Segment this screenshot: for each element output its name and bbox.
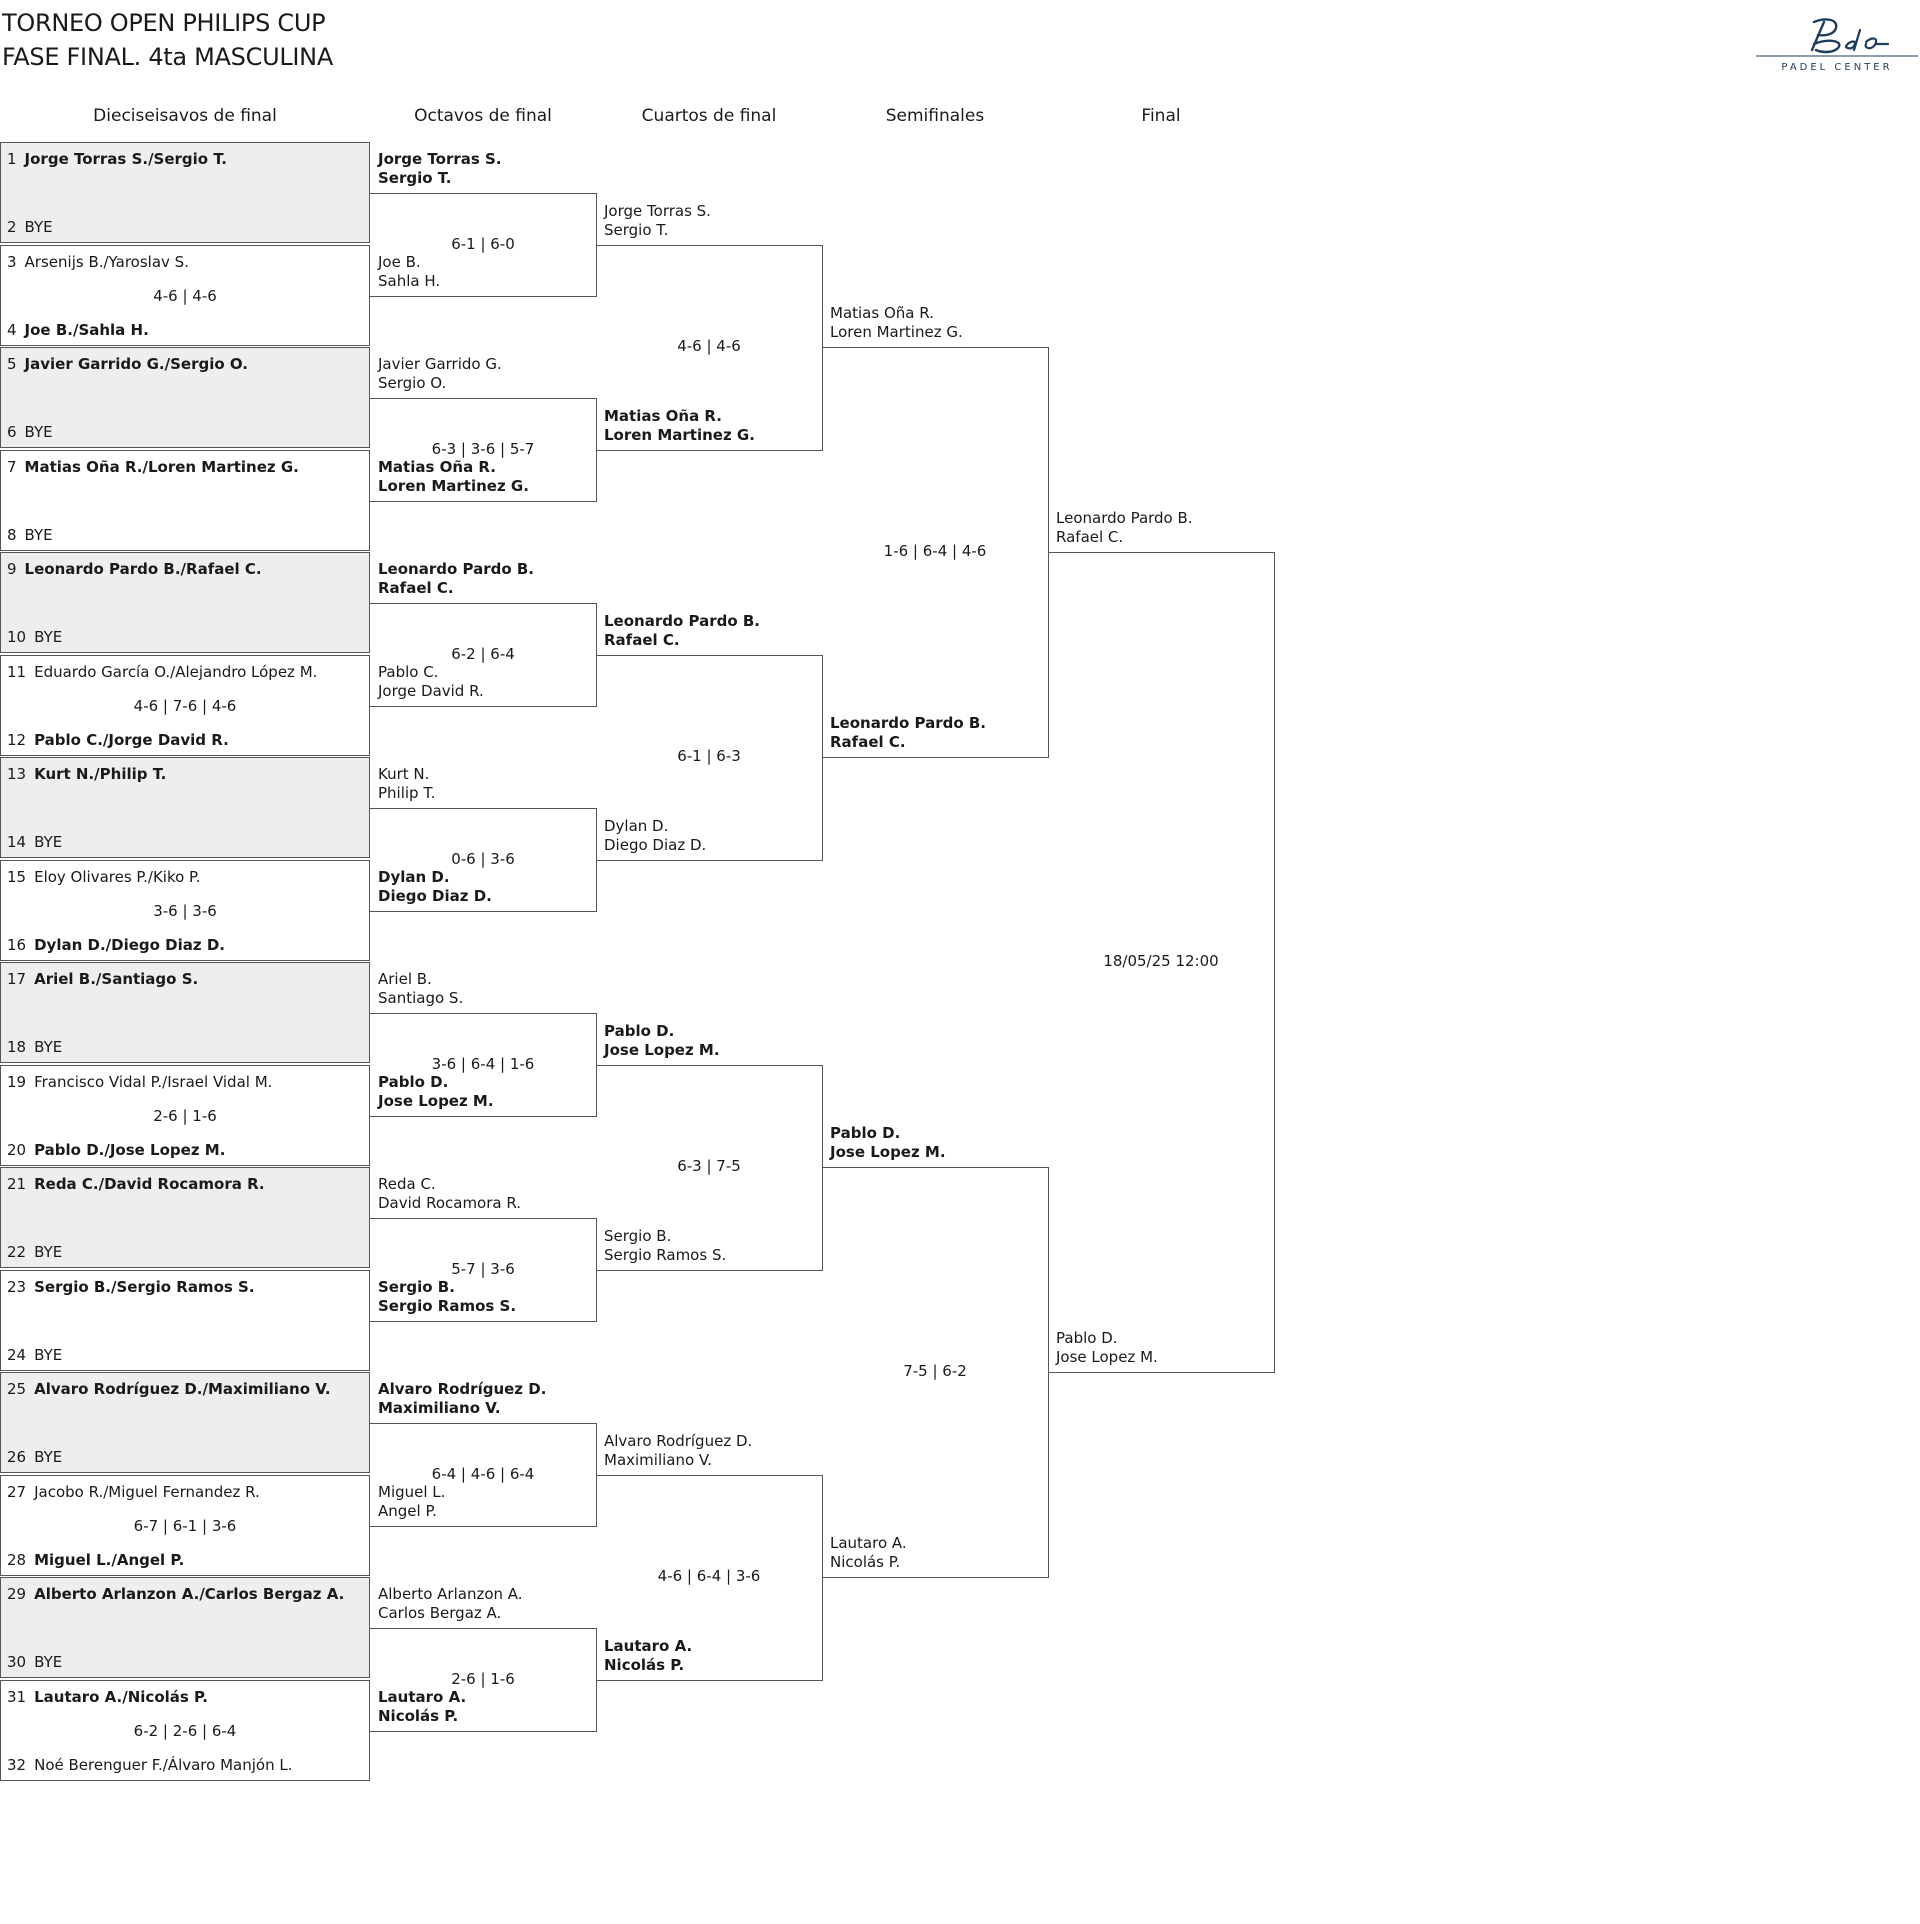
round-header-sf: Semifinales <box>885 106 985 126</box>
player-name: Sergio B. <box>604 1226 672 1245</box>
entry-row <box>7 150 227 168</box>
bracket-line <box>822 1577 1048 1578</box>
match-score: 0-6 | 3-6 <box>451 849 515 868</box>
team-name: Alberto Arlanzon A./Carlos Bergaz A. <box>34 1585 345 1603</box>
seed-number: 24 <box>7 1345 27 1364</box>
team-pair <box>604 202 711 240</box>
match-score: 3-6 | 6-4 | 1-6 <box>431 1054 535 1073</box>
team-pair <box>1056 509 1193 547</box>
player-name: Matias Oña R. <box>830 304 934 322</box>
team-pair <box>378 765 436 803</box>
seed-number: 32 <box>7 1755 27 1774</box>
player-name: Pablo D. <box>378 1072 449 1091</box>
bracket-connector <box>1274 552 1275 1373</box>
player-name: Leonardo Pardo B. <box>604 611 761 630</box>
team-name: Javier Garrido G./Sergio O. <box>24 355 248 373</box>
player-name: Miguel L. <box>378 1482 446 1501</box>
player-name: Rafael C. <box>604 630 680 649</box>
match-score: 5-7 | 3-6 <box>451 1259 515 1278</box>
round-header-r16: Octavos de final <box>414 106 552 126</box>
player-name: Sergio T. <box>378 169 452 188</box>
entry-row <box>7 355 248 373</box>
bracket-line <box>370 1321 596 1322</box>
entry-row <box>7 833 62 851</box>
match-score: 3-6 | 3-6 <box>153 901 217 920</box>
entry-row <box>7 1653 62 1671</box>
match-score: 7-5 | 6-2 <box>903 1362 967 1380</box>
player-name: Loren Martinez G. <box>378 476 529 495</box>
seed-number: 31 <box>7 1687 27 1706</box>
bracket-line <box>370 911 596 912</box>
team-name: Arsenijs B./Yaroslav S. <box>24 252 189 271</box>
entry-row <box>7 1551 184 1569</box>
entry-row <box>7 1483 260 1501</box>
seed-number: 6 <box>7 423 17 441</box>
player-name: Alberto Arlanzon A. <box>378 1585 523 1604</box>
player-name: Sahla H. <box>378 271 441 290</box>
seed-number: 25 <box>7 1380 27 1398</box>
entry-row <box>7 1448 62 1466</box>
player-name: Alvaro Rodríguez D. <box>604 1431 753 1450</box>
player-name: Sergio Ramos S. <box>378 1296 517 1315</box>
team-name: Alvaro Rodríguez D./Maximiliano V. <box>34 1380 331 1398</box>
bracket-line <box>370 1526 596 1527</box>
player-name: Santiago S. <box>378 989 464 1008</box>
seed-number: 4 <box>7 320 17 339</box>
team-name: Eloy Olivares P./Kiko P. <box>34 867 201 886</box>
player-name: Joe B. <box>378 252 421 271</box>
bracket-line <box>596 245 822 246</box>
player-name: Jose Lopez M. <box>378 1091 494 1110</box>
entry-row <box>7 560 262 578</box>
entry-row <box>7 1175 265 1193</box>
entry-row <box>7 1038 62 1056</box>
entry-row <box>7 458 299 476</box>
team-pair <box>378 1073 494 1111</box>
bracket-line <box>596 1270 822 1271</box>
team-name: Dylan D./Diego Diaz D. <box>34 935 225 954</box>
bracket-line <box>370 1423 596 1424</box>
match-score: 6-1 | 6-3 <box>677 747 741 765</box>
seed-number: 18 <box>7 1038 27 1056</box>
team-pair <box>830 304 963 342</box>
player-name: Jorge Torras S. <box>604 201 711 220</box>
player-name: Alvaro Rodríguez D. <box>378 1380 547 1399</box>
player-name: Javier Garrido G. <box>378 355 502 374</box>
seed-number: 30 <box>7 1653 27 1671</box>
team-name: BYE <box>34 1038 63 1056</box>
team-name: Jacobo R./Miguel Fernandez R. <box>34 1482 260 1501</box>
team-name: Reda C./David Rocamora R. <box>34 1175 265 1193</box>
team-name: BYE <box>34 1653 63 1671</box>
player-name: Maximiliano V. <box>604 1450 713 1469</box>
team-pair <box>378 663 484 701</box>
bracket-line <box>370 1731 596 1732</box>
team-name: Kurt N./Philip T. <box>34 765 167 783</box>
match-score: 6-2 | 2-6 | 6-4 <box>133 1721 237 1740</box>
player-name: David Rocamora R. <box>378 1194 522 1213</box>
team-pair <box>604 1227 726 1265</box>
player-name: Loren Martinez G. <box>830 323 963 341</box>
seed-number: 20 <box>7 1140 27 1159</box>
round-header-qf: Cuartos de final <box>641 106 777 126</box>
team-name: Francisco Vidal P./Israel Vidal M. <box>34 1072 273 1091</box>
team-pair <box>378 150 502 188</box>
team-name: BYE <box>24 525 53 544</box>
entry-row <box>7 1073 272 1091</box>
bracket-line <box>596 1065 822 1066</box>
team-pair <box>830 1124 946 1162</box>
entry-row <box>7 218 53 236</box>
team-pair <box>604 817 706 855</box>
entry-row <box>7 868 201 886</box>
team-pair <box>604 1022 720 1060</box>
team-name: BYE <box>34 1345 63 1364</box>
team-name: Leonardo Pardo B./Rafael C. <box>24 560 262 578</box>
padel-center-logo <box>1754 8 1920 78</box>
team-pair <box>378 970 463 1008</box>
player-name: Jose Lopez M. <box>1056 1348 1158 1366</box>
seed-number: 7 <box>7 457 17 476</box>
seed-number: 2 <box>7 218 17 236</box>
bracket-line <box>370 706 596 707</box>
team-pair <box>378 355 502 393</box>
bracket-line <box>370 1628 596 1629</box>
entry-row <box>7 628 62 646</box>
seed-number: 22 <box>7 1243 27 1261</box>
entry-row <box>7 1278 255 1296</box>
team-pair <box>378 1483 445 1521</box>
team-name: BYE <box>24 218 53 236</box>
entry-row <box>7 1141 225 1159</box>
player-name: Leonardo Pardo B. <box>378 560 535 579</box>
seed-number: 5 <box>7 355 17 373</box>
seed-number: 3 <box>7 252 17 271</box>
player-name: Jose Lopez M. <box>604 1040 720 1059</box>
player-name: Jorge David R. <box>378 681 484 700</box>
team-pair <box>378 1278 516 1316</box>
team-pair <box>604 612 760 650</box>
bracket-line <box>370 603 596 604</box>
team-pair <box>378 1380 546 1418</box>
entry-row <box>7 423 53 441</box>
player-name: Lautaro A. <box>604 1636 693 1655</box>
team-name: Jorge Torras S./Sergio T. <box>24 150 227 168</box>
match-score: 6-7 | 6-1 | 3-6 <box>133 1516 237 1535</box>
team-name: Noé Berenguer F./Álvaro Manjón L. <box>34 1755 293 1774</box>
player-name: Jorge Torras S. <box>378 150 502 169</box>
bracket-line <box>370 1218 596 1219</box>
team-pair <box>604 1637 692 1675</box>
seed-number: 15 <box>7 867 27 886</box>
player-name: Carlos Bergaz A. <box>378 1604 502 1623</box>
player-name: Leonardo Pardo B. <box>830 714 987 732</box>
team-pair <box>378 1175 521 1213</box>
player-name: Jose Lopez M. <box>830 1143 946 1161</box>
entry-row <box>7 765 166 783</box>
player-name: Lautaro A. <box>378 1687 467 1706</box>
player-name: Nicolás P. <box>830 1553 901 1571</box>
player-name: Sergio B. <box>378 1277 455 1296</box>
team-pair <box>378 560 534 598</box>
player-name: Reda C. <box>378 1175 436 1194</box>
bracket-line <box>370 1116 596 1117</box>
match-score: 2-6 | 1-6 <box>451 1669 515 1688</box>
bracket-line <box>370 1013 596 1014</box>
player-name: Matias Oña R. <box>604 406 722 425</box>
match-score: 6-2 | 6-4 <box>451 644 515 663</box>
seed-number: 16 <box>7 935 27 954</box>
seed-number: 1 <box>7 150 17 168</box>
team-name: Joe B./Sahla H. <box>24 320 149 339</box>
team-pair <box>1056 1329 1158 1367</box>
match-score: 4-6 | 4-6 <box>153 286 217 305</box>
team-name: Pablo C./Jorge David R. <box>34 730 229 749</box>
bracket-line <box>370 193 596 194</box>
team-pair <box>830 714 986 752</box>
bracket-line <box>1048 1372 1274 1373</box>
team-pair <box>604 407 755 445</box>
seed-number: 14 <box>7 833 27 851</box>
team-name: BYE <box>34 628 63 646</box>
round-header-final: Final <box>1141 106 1181 126</box>
team-pair <box>378 1585 523 1623</box>
player-name: Kurt N. <box>378 765 430 784</box>
player-name: Rafael C. <box>830 733 906 751</box>
match-score: 6-3 | 7-5 <box>677 1157 741 1175</box>
bracket-line <box>822 1167 1048 1168</box>
player-name: Sergio Ramos S. <box>604 1245 727 1264</box>
player-name: Diego Diaz D. <box>378 886 492 905</box>
player-name: Rafael C. <box>378 579 454 598</box>
team-pair <box>378 253 440 291</box>
team-name: BYE <box>24 423 53 441</box>
team-pair <box>378 868 492 906</box>
player-name: Sergio O. <box>378 374 447 393</box>
player-name: Pablo D. <box>1056 1329 1118 1347</box>
seed-number: 9 <box>7 560 17 578</box>
player-name: Pablo C. <box>378 662 439 681</box>
player-name: Maximiliano V. <box>378 1399 501 1418</box>
team-pair <box>378 458 529 496</box>
player-name: Ariel B. <box>378 970 432 989</box>
match-score: 6-4 | 4-6 | 6-4 <box>431 1464 535 1483</box>
seed-number: 21 <box>7 1175 27 1193</box>
tournament-subtitle: FASE FINAL. 4ta MASCULINA <box>2 43 333 71</box>
match-score: 4-6 | 6-4 | 3-6 <box>657 1567 761 1585</box>
team-name: Sergio B./Sergio Ramos S. <box>34 1277 255 1296</box>
bracket-line <box>596 1680 822 1681</box>
team-name: BYE <box>34 1448 63 1466</box>
entry-row <box>7 253 189 271</box>
team-name: BYE <box>34 833 63 851</box>
entry-row <box>7 1756 292 1774</box>
seed-number: 28 <box>7 1550 27 1569</box>
seed-number: 26 <box>7 1448 27 1466</box>
entry-row <box>7 663 317 681</box>
player-name: Philip T. <box>378 784 436 803</box>
seed-number: 10 <box>7 628 27 646</box>
player-name: Leonardo Pardo B. <box>1056 509 1193 527</box>
logo-text: PADEL CENTER <box>1781 62 1893 73</box>
bracket-line <box>596 860 822 861</box>
seed-number: 19 <box>7 1072 27 1091</box>
bracket-line <box>822 757 1048 758</box>
bracket-line <box>370 296 596 297</box>
seed-number: 23 <box>7 1277 27 1296</box>
entry-row <box>7 1346 62 1364</box>
seed-number: 8 <box>7 525 17 544</box>
entry-row <box>7 936 225 954</box>
bracket-line <box>1048 552 1274 553</box>
seed-number: 11 <box>7 662 27 681</box>
entry-row <box>7 1585 344 1603</box>
team-name: Ariel B./Santiago S. <box>34 970 199 988</box>
player-name: Loren Martinez G. <box>604 425 755 444</box>
match-score: 1-6 | 6-4 | 4-6 <box>883 542 987 560</box>
player-name: Pablo D. <box>830 1124 901 1142</box>
bracket-line <box>596 655 822 656</box>
seed-number: 17 <box>7 970 27 988</box>
match-score: 18/05/25 12:00 <box>1103 952 1219 970</box>
entry-row <box>7 970 198 988</box>
match-score: 6-3 | 3-6 | 5-7 <box>431 439 535 458</box>
match-score: 6-1 | 6-0 <box>451 234 515 253</box>
team-name: Matias Oña R./Loren Martinez G. <box>24 457 299 476</box>
team-pair <box>604 1432 752 1470</box>
match-score: 2-6 | 1-6 <box>153 1106 217 1125</box>
bracket-line <box>596 1475 822 1476</box>
seed-number: 12 <box>7 730 27 749</box>
player-name: Pablo D. <box>604 1021 675 1040</box>
entry-row <box>7 731 229 749</box>
team-name: Pablo D./Jose Lopez M. <box>34 1140 226 1159</box>
player-name: Lautaro A. <box>830 1534 907 1552</box>
player-name: Matias Oña R. <box>378 457 496 476</box>
entry-row <box>7 321 149 339</box>
tournament-title: TORNEO OPEN PHILIPS CUP <box>2 9 326 37</box>
match-score: 4-6 | 4-6 <box>677 337 741 355</box>
entry-row <box>7 1243 62 1261</box>
seed-number: 29 <box>7 1585 27 1603</box>
player-name: Diego Diaz D. <box>604 835 707 854</box>
team-name: BYE <box>34 1243 63 1261</box>
seed-number: 27 <box>7 1482 27 1501</box>
player-name: Angel P. <box>378 1501 437 1520</box>
entry-row <box>7 1380 331 1398</box>
player-name: Dylan D. <box>378 867 450 886</box>
seed-number: 13 <box>7 765 27 783</box>
bracket-line <box>596 450 822 451</box>
team-pair <box>378 1688 466 1726</box>
entry-row <box>7 1688 208 1706</box>
round-header-r32: Dieciseisavos de final <box>93 106 277 126</box>
player-name: Rafael C. <box>1056 528 1124 546</box>
bracket-line <box>370 808 596 809</box>
entry-row <box>7 526 53 544</box>
team-name: Eduardo García O./Alejandro López M. <box>34 662 318 681</box>
match-score: 4-6 | 7-6 | 4-6 <box>133 696 237 715</box>
player-name: Nicolás P. <box>604 1655 685 1674</box>
bracket-line <box>370 398 596 399</box>
bracket-line <box>370 501 596 502</box>
team-name: Miguel L./Angel P. <box>34 1550 185 1569</box>
player-name: Sergio T. <box>604 220 669 239</box>
bracket-line <box>822 347 1048 348</box>
team-name: Lautaro A./Nicolás P. <box>34 1687 208 1706</box>
player-name: Nicolás P. <box>378 1706 459 1725</box>
player-name: Dylan D. <box>604 816 669 835</box>
team-pair <box>830 1534 907 1572</box>
